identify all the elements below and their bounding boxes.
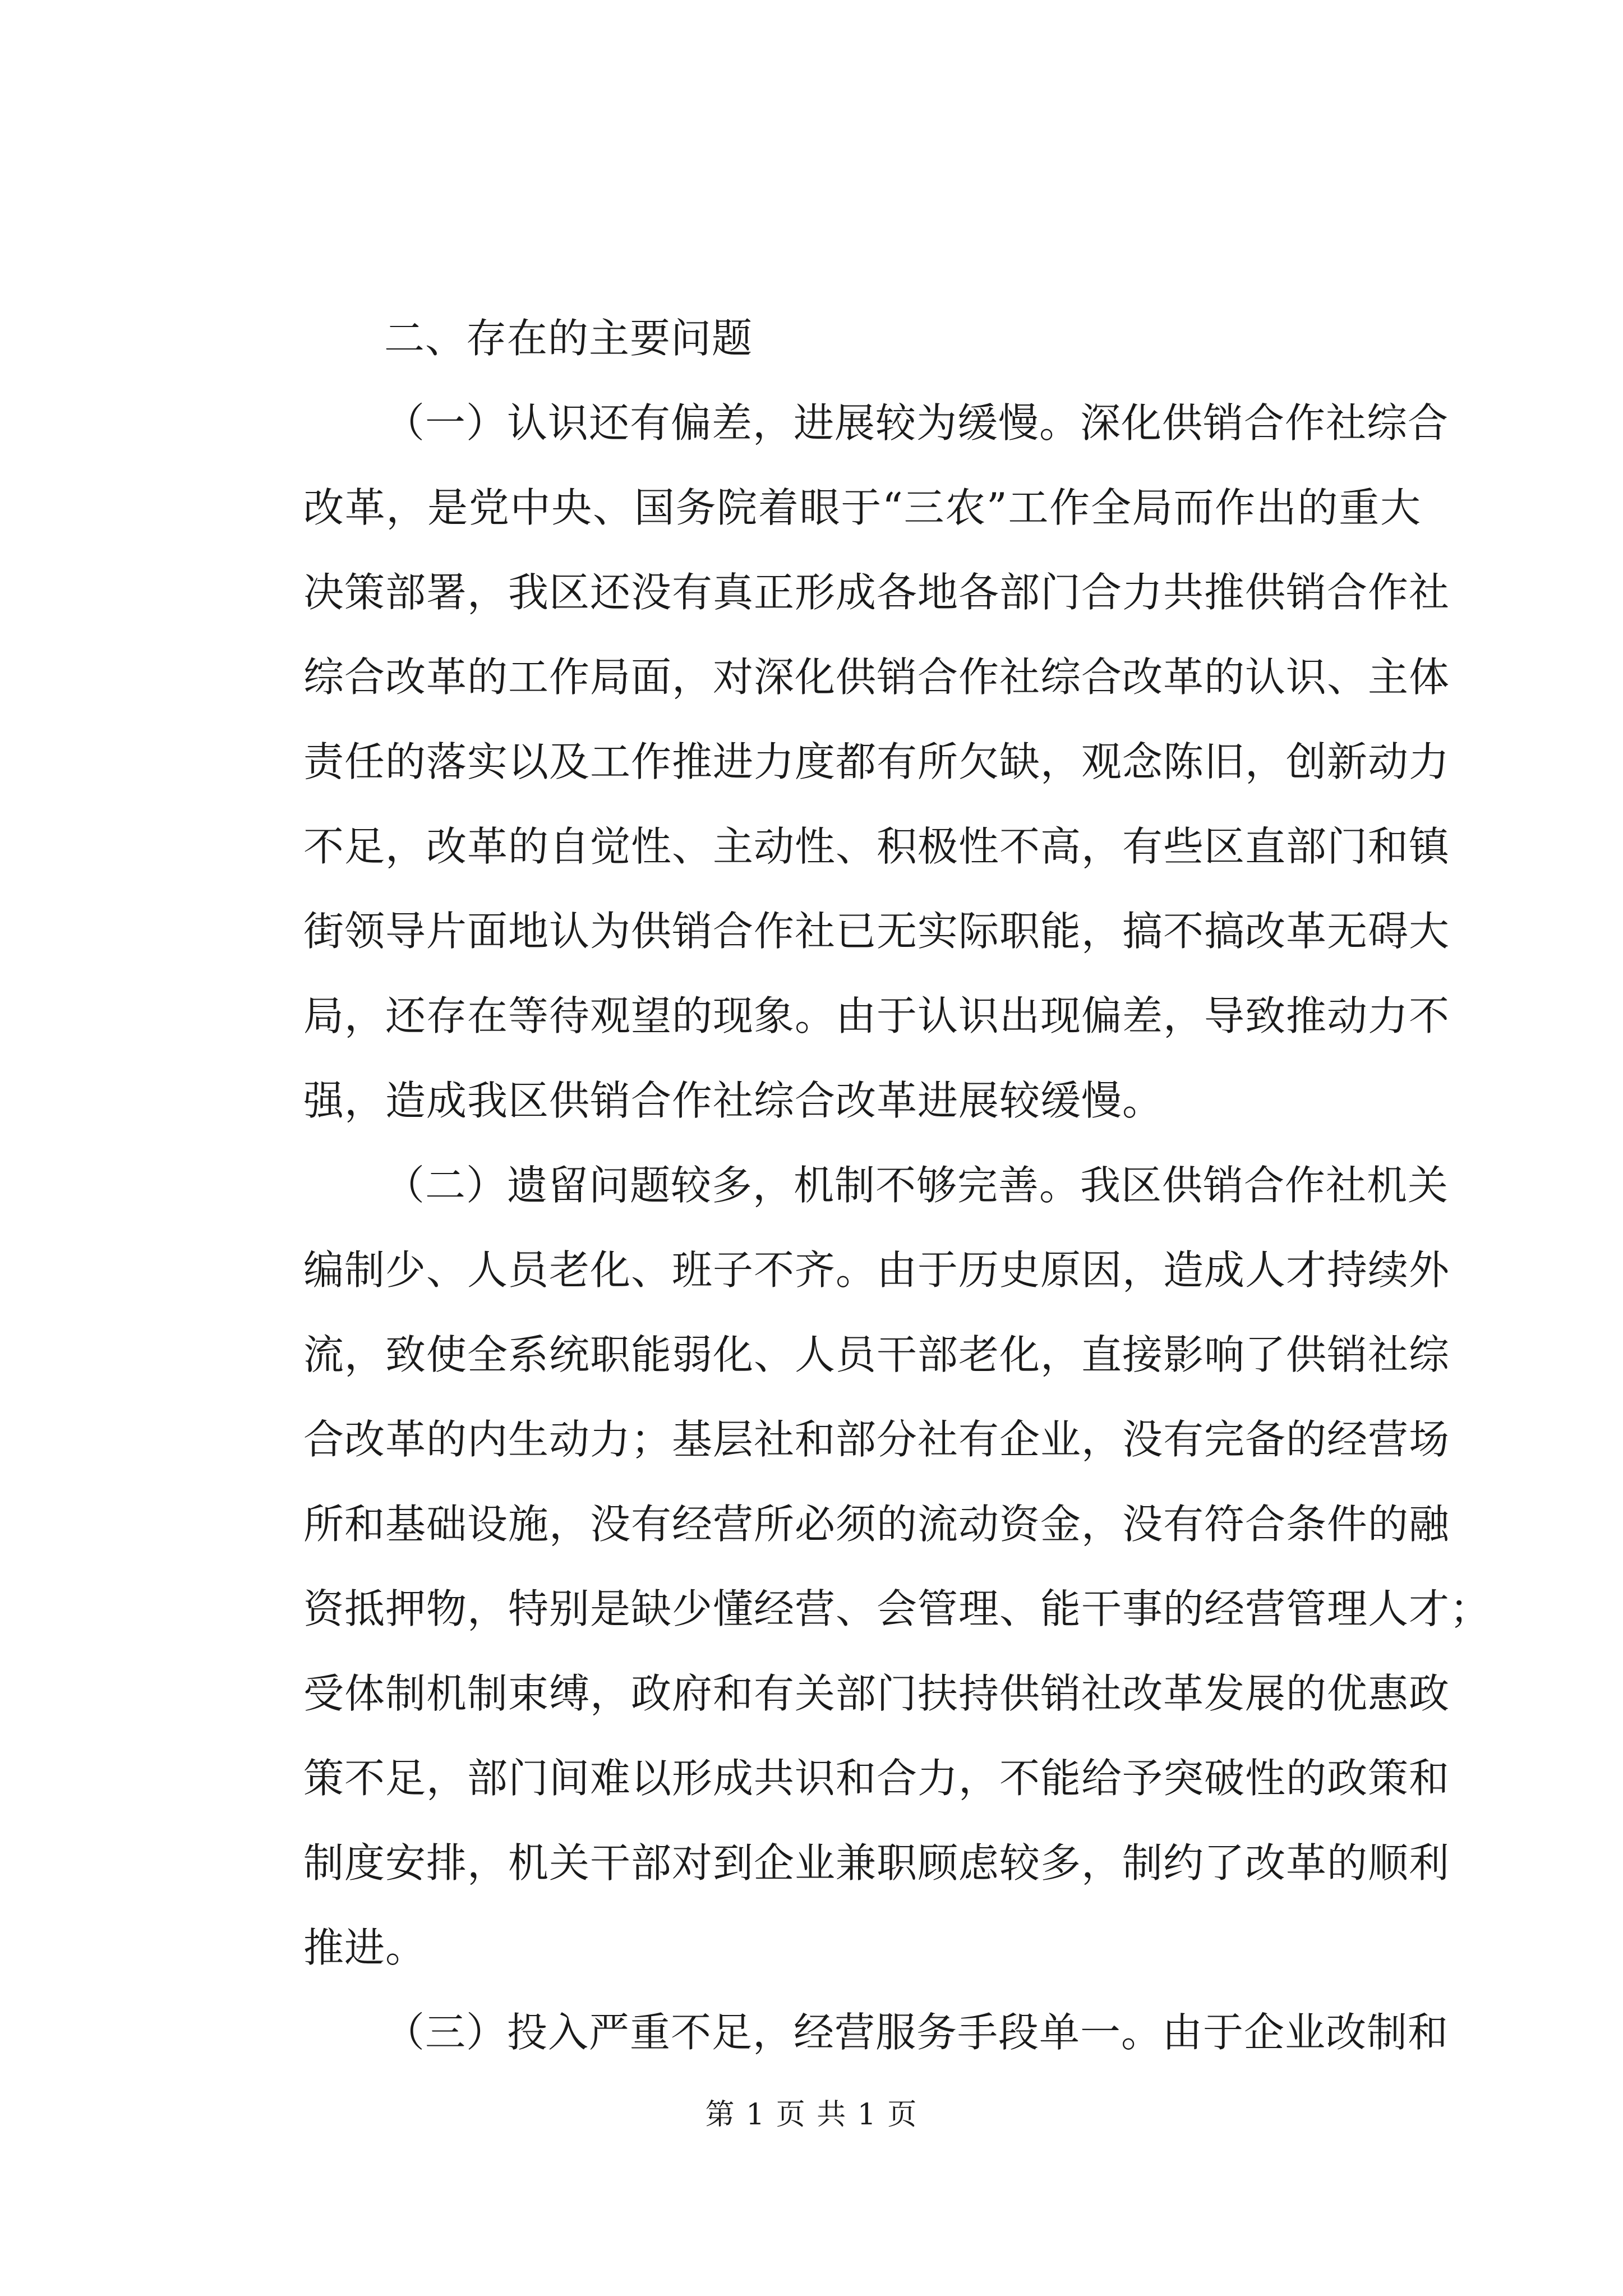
paragraph-line: 受体制机制束缚，政府和有关部门扶持供销社改革发展的优惠政 bbox=[303, 1670, 1450, 1717]
paragraph bbox=[303, 381, 1450, 1143]
paragraph-line: 综合改革的工作局面，对深化供销合作社综合改革的认识、主体 bbox=[303, 654, 1450, 701]
paragraph-list bbox=[303, 381, 1491, 2075]
paragraph-line: 强，造成我区供销合作社综合改革进展较缓慢。 bbox=[303, 1077, 1164, 1124]
paragraph-line: （一）认识还有偏差，进展较为缓慢。深化供销合作社综合 bbox=[384, 399, 1449, 447]
section-heading-text: 二、存在的主要问题 bbox=[384, 315, 753, 362]
paragraph-line: 改革，是党中央、国务院着眼于“三农”工作全局而作出的重大 bbox=[303, 484, 1421, 531]
paragraph-line: 所和基础设施，没有经营所必须的流动资金，没有符合条件的融 bbox=[303, 1501, 1450, 1548]
section-heading bbox=[303, 296, 1421, 381]
paragraph-line: 局，还存在等待观望的现象。由于认识出现偏差，导致推动力不 bbox=[303, 992, 1450, 1039]
paragraph-line: 策不足，部门间难以形成共识和合力，不能给予突破性的政策和 bbox=[303, 1755, 1450, 1802]
paragraph-line: （二）遗留问题较多，机制不够完善。我区供销合作社机关 bbox=[384, 1162, 1449, 1209]
paragraph-line: 流，致使全系统职能弱化、人员干部老化，直接影响了供销社综 bbox=[303, 1331, 1450, 1378]
paragraph-line: 不足，改革的自觉性、主动性、积极性不高，有些区直部门和镇 bbox=[303, 823, 1450, 870]
document-body bbox=[303, 296, 1491, 2075]
paragraph-line: 责任的落实以及工作推进力度都有所欠缺，观念陈旧，创新动力 bbox=[303, 738, 1450, 785]
paragraph-line: 编制少、人员老化、班子不齐。由于历史原因，造成人才持续外 bbox=[303, 1246, 1450, 1294]
paragraph-line: 制度安排，机关干部对到企业兼职顾虑较多，制约了改革的顺利 bbox=[303, 1839, 1450, 1887]
page-footer: 第 1 页 共 1 页 bbox=[705, 2098, 918, 2132]
paragraph-line: 资抵押物，特别是缺少懂经营、会管理、能干事的经营管理人才； bbox=[303, 1585, 1491, 1632]
paragraph-line: 街领导片面地认为供销合作社已无实际职能，搞不搞改革无碍大 bbox=[303, 908, 1450, 955]
paragraph-line: （三）投入严重不足，经营服务手段单一。由于企业改制和 bbox=[384, 2009, 1449, 2056]
paragraph-line: 推进。 bbox=[303, 1924, 427, 1971]
paragraph bbox=[303, 1143, 1491, 1990]
paragraph-line: 决策部署，我区还没有真正形成各地各部门合力共推供销合作社 bbox=[303, 569, 1450, 616]
paragraph bbox=[303, 1990, 1449, 2075]
paragraph-line: 合改革的内生动力；基层社和部分社有企业，没有完备的经营场 bbox=[303, 1416, 1450, 1463]
